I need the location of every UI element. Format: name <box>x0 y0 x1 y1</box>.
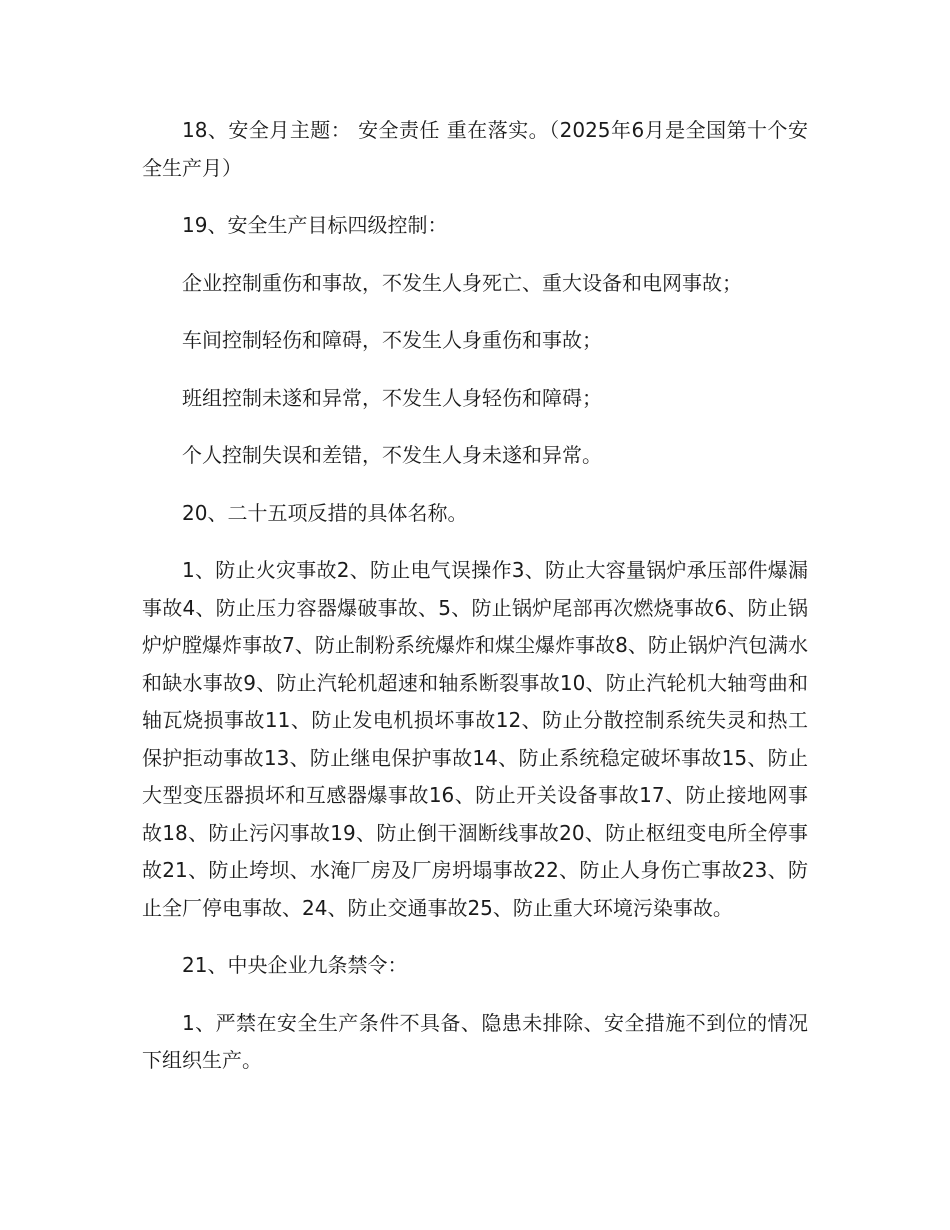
paragraph-25-measures-heading: 20、二十五项反措的具体名称。 <box>182 500 468 525</box>
paragraph-team-control: 班组控制未遂和异常，不发生人身轻伤和障碍； <box>182 385 602 410</box>
paragraph-nine-prohibitions-heading: 21、中央企业九条禁令： <box>182 953 408 977</box>
paragraph-safety-month-theme: 18、安全月主题： 安全责任 重在落实。（2025年6月是全国第十个安全生产月） <box>142 118 808 180</box>
paragraph-individual-control: 个人控制失误和差错，不发生人身未遂和异常。 <box>182 443 602 467</box>
paragraph-workshop-control: 车间控制轻伤和障碍，不发生人身重伤和事故； <box>182 328 602 352</box>
paragraph-25-measures-list: 1、防止火灾事故2、防止电气误操作3、防止大容量锅炉承压部件爆漏事故4、防止压力容器爆破事故、5、防止锅炉尾部再次燃烧事故6、防止锅炉炉膛爆炸事故7、防止制粉系统爆炸和煤尘爆炸事故8、防止锅炉汽包满水和缺水事故9、防止汽轮机超速和轴系断裂事故10、防止汽轮机大轴弯曲和轴瓦烧损事故11、防止发电机损坏事故12、防止分散控制系统失灵和热工保护拒动事故13、防止继电保护事故14、防止系统稳定破坏事故15、防止大型变压器损坏和互感器爆事故16、防止开关设备事故17、防止接地网事故18、防止污闪事故19、防止倒干涸断线事故20、防止枢纽变电所全停事故21、防止垮坝、水淹厂房及厂房坍塌事故22、防止人身伤亡事故23、防止全厂停电事故、24、防止交通事故25、防止重大环境污染事故。 <box>142 558 808 920</box>
paragraph-prohibition-1: 1、严禁在安全生产条件不具备、隐患未排除、安全措施不到位的情况下组织生产。 <box>142 1010 808 1072</box>
document-body <box>142 112 808 1080</box>
paragraph-enterprise-control: 企业控制重伤和事故，不发生人身死亡、重大设备和电网事故； <box>182 270 742 295</box>
paragraph-four-level-control-heading: 19、安全生产目标四级控制： <box>182 213 448 237</box>
